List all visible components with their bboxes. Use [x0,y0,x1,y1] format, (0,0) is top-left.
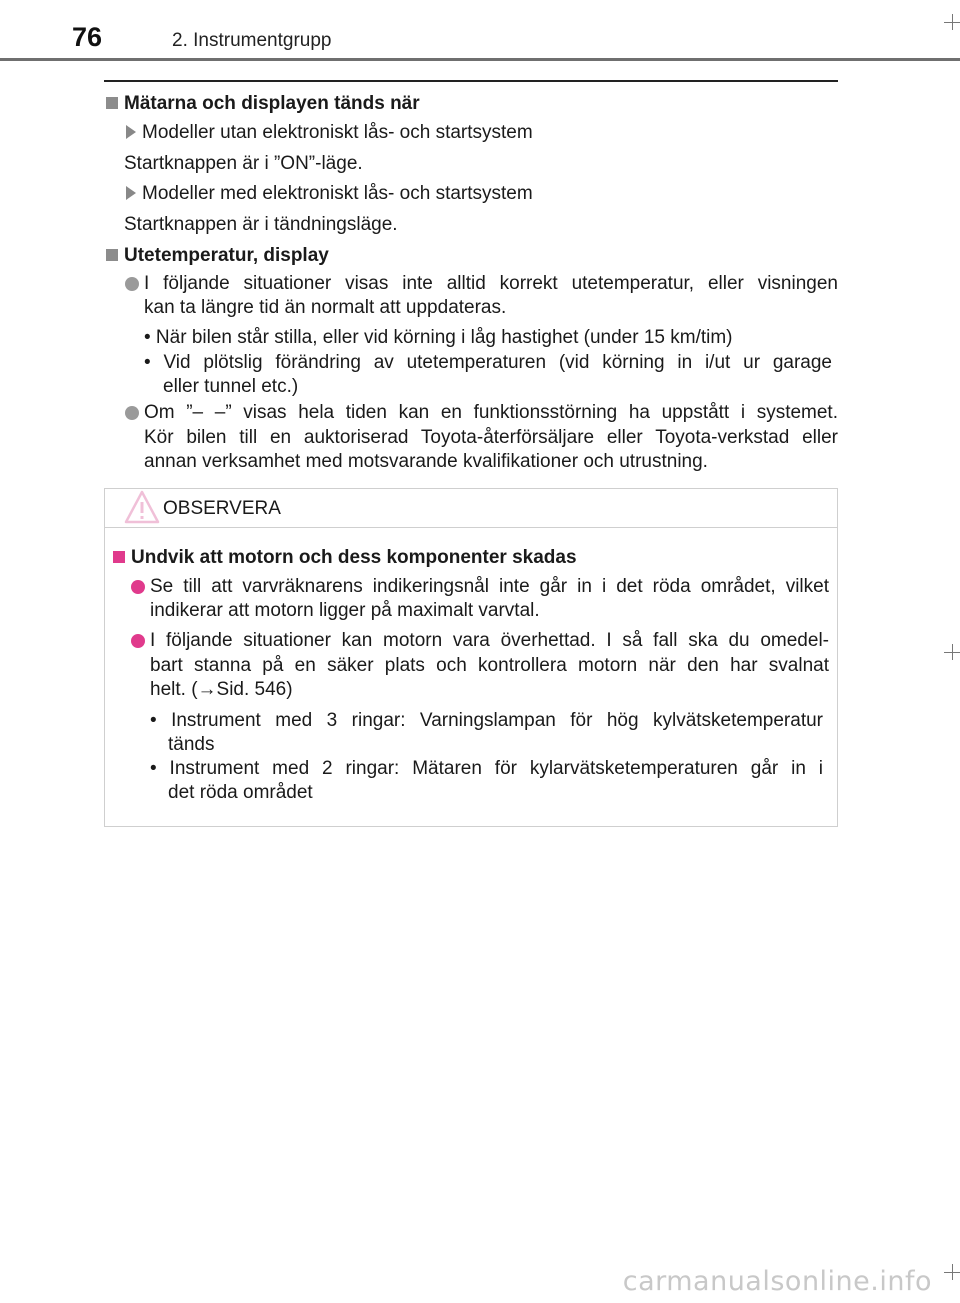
notice-heading [113,546,577,570]
notice-sub-bullet-text: tänds [168,734,215,755]
triangle-pointer-icon [126,186,136,200]
bullet-text: I följande situationer visas inte alltid korrekt utetemperatur, eller visningen [144,273,838,294]
page-number: 76 [72,22,103,52]
notice-label: OBSERVERA [163,498,281,519]
sub-bullet-text: eller tunnel etc.) [163,376,299,397]
section1-title: Mätarna och displayen tänds när [124,93,420,114]
section-rule [104,80,838,82]
notice-sub-bullet-text: det röda området [168,782,313,803]
square-bullet-icon [113,551,125,563]
bullet-text: annan verksamhet med motsvarande kvalifikationer och utrustning. [144,451,708,472]
notice-title: Undvik att motorn och dess komponenter skadas [131,547,577,568]
round-bullet-icon [131,634,145,648]
section-heading [106,244,329,268]
bullet-text: Om ”– –” visas hela tiden kan en funktionsstörning ha uppstått i systemet. [144,402,838,423]
model-label: Modeller utan elektroniskt lås- och startsystem [126,121,533,145]
square-bullet-icon [106,97,118,109]
notice-divider [105,527,837,528]
body-text: Startknappen är i ”ON”-läge. [124,153,363,174]
section2-title: Utetemperatur, display [124,245,329,266]
warning-triangle-icon [124,490,160,524]
notice-bullet-text: helt. (→Sid. 546) [150,679,293,700]
notice-bullet-text: indikerar att motorn ligger på maximalt varvtal. [150,600,540,621]
square-bullet-icon [106,249,118,261]
triangle-pointer-icon [126,125,136,139]
section-heading [106,92,420,116]
sub-bullet-text: • Vid plötslig förändring av utetemperaturen (vid körning in i/ut ur garage [144,352,832,373]
bullet-text: kan ta längre tid än normalt att uppdateras. [144,297,507,318]
notice-bullet-text: I följande situationer kan motorn vara överhettad. I så fall ska du omedel- [150,630,829,651]
notice-sub-bullet-text: • Instrument med 2 ringar: Mätaren för kylarvätsketemperaturen går in i [150,758,823,779]
sub-bullet-text: • När bilen står stilla, eller vid körning i låg hastighet (under 15 km/tim) [144,327,733,348]
body-text: Startknappen är i tändningsläge. [124,214,398,235]
chapter-title: 2. Instrumentgrupp [172,30,332,51]
notice-bullet-text: Se till att varvräknarens indikeringsnål inte går in i det röda området, vilket [150,576,829,597]
notice-bullet-text: bart stanna på en säker plats och kontrollera motorn när den har svalnat [150,655,829,676]
header-rule [0,58,960,61]
bullet-text: Kör bilen till en auktoriserad Toyota-återförsäljare eller Toyota-verkstad eller [144,427,838,448]
model-label: Modeller med elektroniskt lås- och startsystem [126,182,533,206]
round-bullet-icon [125,406,139,420]
round-bullet-icon [131,580,145,594]
round-bullet-icon [125,277,139,291]
watermark: carmanualsonline.info [622,1266,932,1297]
notice-sub-bullet-text: • Instrument med 3 ringar: Varningslampan för hög kylvätsketemperatur [150,710,823,731]
